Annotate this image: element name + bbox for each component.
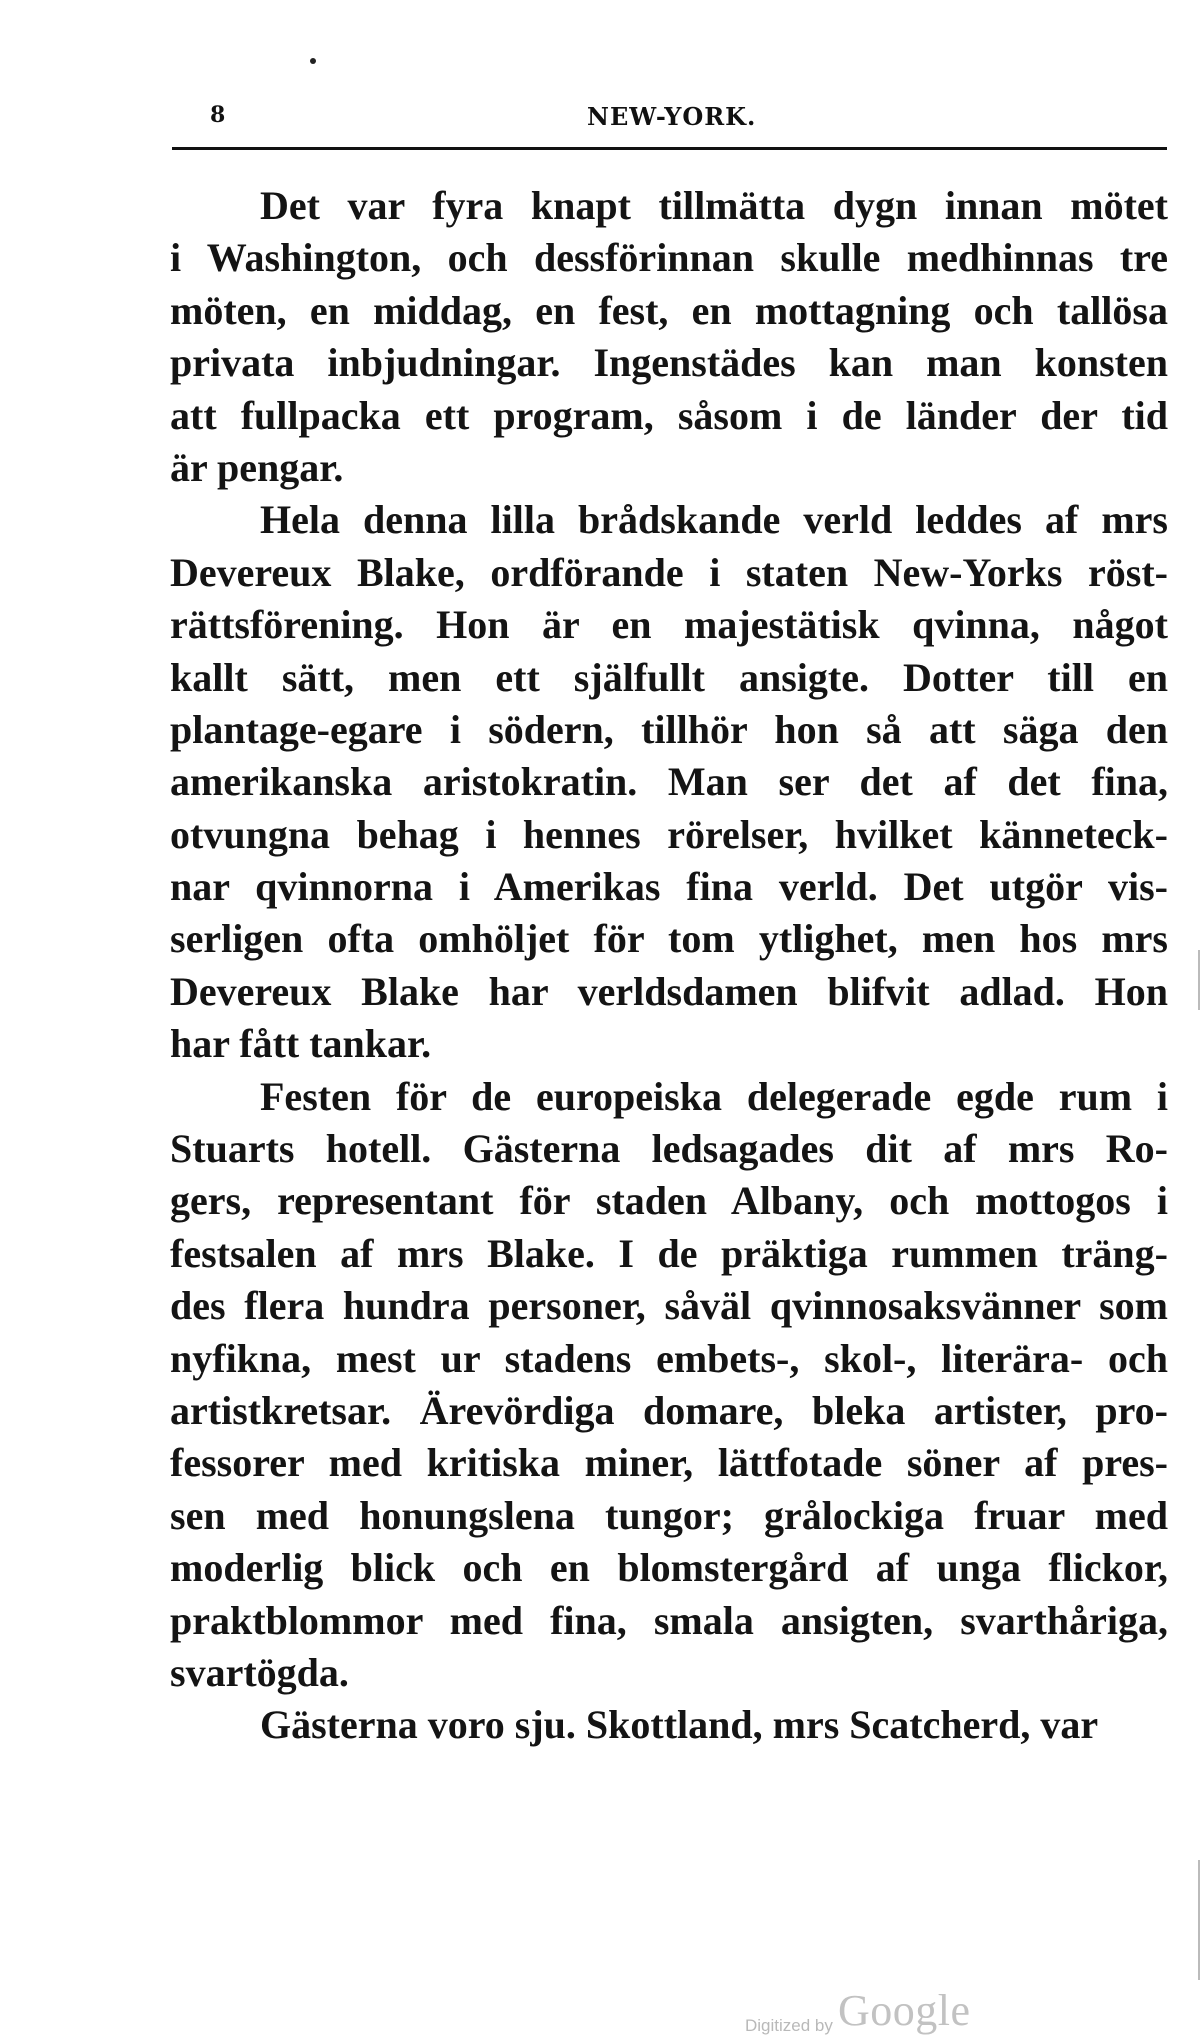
body-text [170,180,1168,1752]
header-rule [172,147,1167,150]
text-line: fessorer med kritiska miner, lättfotade söner af pres- [170,1440,1168,1486]
text-line: gers, representant för staden Albany, och mottogos i [170,1178,1168,1224]
text-line: amerikanska aristokratin. Man ser det af det fina, [170,759,1168,805]
paragraph [170,1699,1168,1751]
text-line: des flera hundra personer, såväl qvinnosaksvänner som [170,1283,1168,1329]
text-line: Stuarts hotell. Gästerna ledsagades dit af mrs Ro- [170,1126,1168,1172]
text-line: i Washington, och dessförinnan skulle medhinnas tre [170,235,1168,281]
text-line: Devereux Blake har verldsdamen blifvit adlad. Hon [170,968,1168,1014]
page-number: 8 [210,102,227,128]
text-line: festsalen af mrs Blake. I de präktiga rummen träng- [170,1230,1168,1276]
text-line: Det var fyra knapt tillmätta dygn innan mötet [260,183,1168,228]
paragraph [170,180,1168,494]
text-line: artistkretsar. Ärevördiga domare, bleka artister, pro- [170,1387,1168,1433]
running-title: NEW-YORK. [587,102,757,131]
text-line: är pengar. [170,444,344,490]
text-line: svartögda. [170,1649,349,1695]
text-line: Hela denna lilla brådskande verld leddes af mrs [260,497,1168,543]
text-line: att fullpacka ett program, såsom i de länder der tid [170,392,1168,438]
paragraph [170,1071,1168,1700]
text-line: möten, en middag, en fest, en mottagning och tallösa [170,287,1168,333]
running-head [172,100,1167,140]
text-line: kallt sätt, men ett själfullt ansigte. Dotter till en [170,654,1168,700]
text-line: moderlig blick och en blomstergård af unga flickor, [170,1545,1168,1591]
text-line: nar qvinnorna i Amerikas fina verld. Det utgör vis- [170,864,1168,910]
text-line: Gästerna voro sju. Skottland, mrs Scatcherd, var [260,1702,1099,1748]
digitized-watermark [745,1985,971,2033]
text-line: har fått tankar. [170,1021,432,1067]
text-line: privata inbjudningar. Ingenstädes kan man konsten [170,340,1168,386]
text-line: Devereux Blake, ordförande i staten New-Yorks röst- [170,549,1168,595]
google-logo: Google [837,1986,971,2035]
text-line: nyfikna, mest ur stadens embets-, skol-, literära- och [170,1335,1168,1381]
watermark-prefix: Digitized by [745,2016,833,2035]
ink-speck [310,58,316,64]
text-line: sen med honungslena tungor; grålockiga fruar med [170,1492,1168,1538]
text-line: rättsförening. Hon är en majestätisk qvinna, något [170,602,1168,648]
text-line: Festen för de europeiska delegerade egde rum i [260,1073,1168,1119]
text-line: serligen ofta omhöljet för tom ytlighet, men hos mrs [170,916,1168,962]
text-line: otvungna behag i hennes rörelser, hvilket känneteck- [170,811,1168,857]
text-line: plantage-egare i södern, tillhör hon så att säga den [170,706,1168,752]
text-line: praktblommor med fina, smala ansigten, svarthåriga, [170,1597,1168,1643]
paragraph [170,494,1168,1070]
